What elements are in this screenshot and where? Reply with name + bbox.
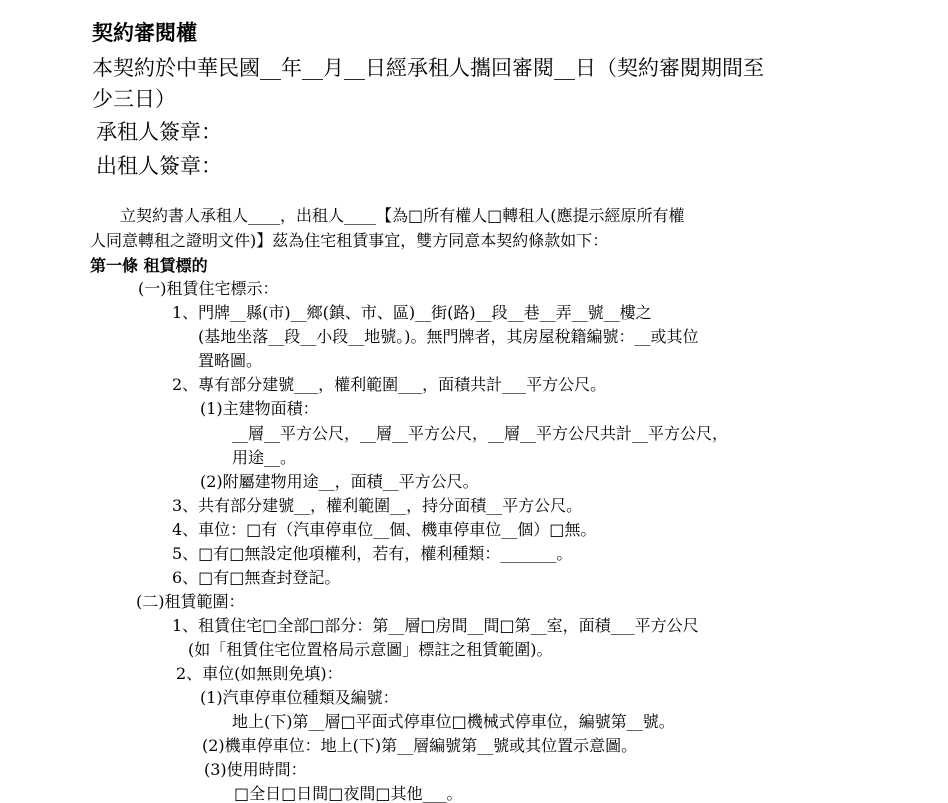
review-line-2: 少三日） [92,87,176,111]
article-1-heading: 第一條 租賃標的 [90,256,208,275]
preamble-line-1: 立契約書人承租人____，出租人____【為□所有權人□轉租人(應提示經原所有權 [120,206,685,225]
preamble-line-2: 人同意轉租之證明文件)】茲為住宅租賃事宜，雙方同意本契約條款如下： [90,231,609,250]
section-1-heading: (一)租賃住宅標示： [138,279,279,298]
scope-item-2-sub-1: (1)汽車停車位種類及編號： [200,688,399,707]
tenant-signature-label: 承租人簽章： [96,120,222,144]
item-2-sub-1-line-2: 用途__。 [232,448,297,467]
section-2-heading: (二)租賃範圍： [136,592,245,611]
item-5: 5、□有□無設定他項權利，若有，權利種類：_______。 [172,544,573,563]
item-3: 3、共有部分建號__，權利範圍__，持分面積__平方公尺。 [172,496,583,515]
scope-item-2-sub-1-line-1: 地上(下)第__層□平面式停車位□機械式停車位，編號第__號。 [232,712,675,731]
item-2-sub-2: (2)附屬建物用途__，面積__平方公尺。 [200,472,479,491]
item-2-sub-1-line-1: __層__平方公尺，__層__平方公尺，__層__平方公尺共計__平方公尺， [232,424,729,443]
item-4: 4、車位：□有（汽車停車位__個、機車停車位__個）□無。 [172,520,597,539]
item-2: 2、專有部分建號___，權利範圍___，面積共計___平方公尺。 [172,375,607,394]
landlord-signature-label: 出租人簽章： [96,154,222,178]
review-title: 契約審閱權 [92,20,197,45]
item-1-line-2: (基地坐落__段__小段__地號。)。無門牌者，其房屋稅籍編號：__或其位 [198,327,699,346]
scope-item-1-line-2: (如「租賃住宅位置格局示意圖」標註之租賃範圍)。 [188,640,553,659]
scope-item-2-sub-3-line-1: □全日□日間□夜間□其他___。 [234,784,463,803]
scope-item-2-sub-2: (2)機車停車位：地上(下)第__層編號第__號或其位置示意圖。 [202,736,638,755]
scope-item-2-sub-3: (3)使用時間： [204,760,307,779]
scope-item-2: 2、車位(如無則免填)： [176,664,343,683]
scope-item-1-line-1: 1、租賃住宅□全部□部分：第__層□房間__間□第__室，面積___平方公尺 [172,616,699,635]
item-6: 6、□有□無查封登記。 [172,568,341,587]
item-1-line-1: 1、門牌__縣(市)__鄉(鎮、市、區)__街(路)__段__巷__弄__號__樓之 [172,303,652,322]
item-1-line-3: 置略圖。 [198,351,263,370]
item-2-sub-1: (1)主建物面積： [200,399,319,418]
review-line-1: 本契約於中華民國__年__月__日經承租人攜回審閱__日（契約審閱期間至 [92,56,764,80]
